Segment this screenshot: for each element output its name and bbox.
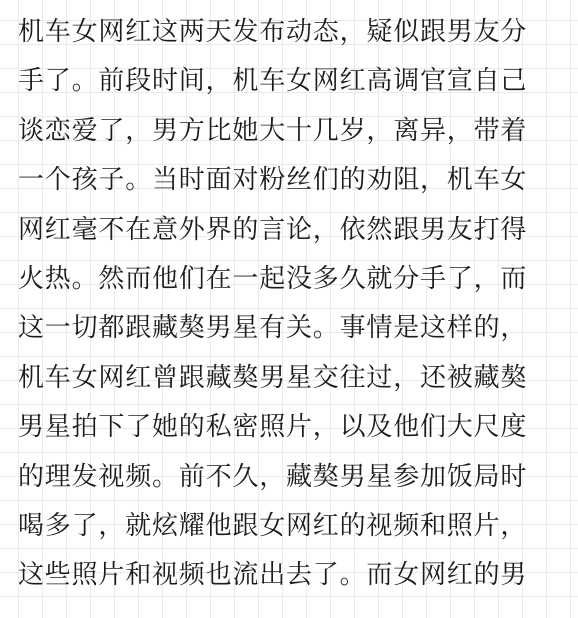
article-line-9: 男星拍下了她的私密照片，以及他们大尺度: [18, 412, 528, 443]
article-line-4: 一个孩子。当时面对粉丝们的劝阻，机车女: [18, 165, 528, 196]
article-body: [18, 12, 578, 605]
article-line-12: 这些照片和视频也流出去了。而女网红的男: [18, 560, 528, 591]
article-line-1: 机车女网红这两天发布动态，疑似跟男友分: [18, 17, 528, 47]
article-line-2: 手了。前段时间，机车女网红高调官宣自己: [18, 66, 528, 97]
article-line-5: 网红毫不在意外界的言论，依然跟男友打得: [18, 214, 528, 245]
article-line-7: 这一切都跟藏獒男星有关。事情是这样的，: [18, 313, 528, 344]
article-line-3: 谈恋爱了，男方比她大十几岁，离异，带着: [18, 115, 528, 146]
article-line-11: 喝多了，就炫耀他跟女网红的视频和照片，: [18, 510, 528, 541]
article-line-8: 机车女网红曾跟藏獒男星交往过，还被藏獒: [18, 362, 528, 393]
article-line-6: 火热。然而他们在一起没多久就分手了，而: [18, 263, 528, 294]
article-line-10: 的理发视频。前不久，藏獒男星参加饭局时: [18, 461, 528, 492]
